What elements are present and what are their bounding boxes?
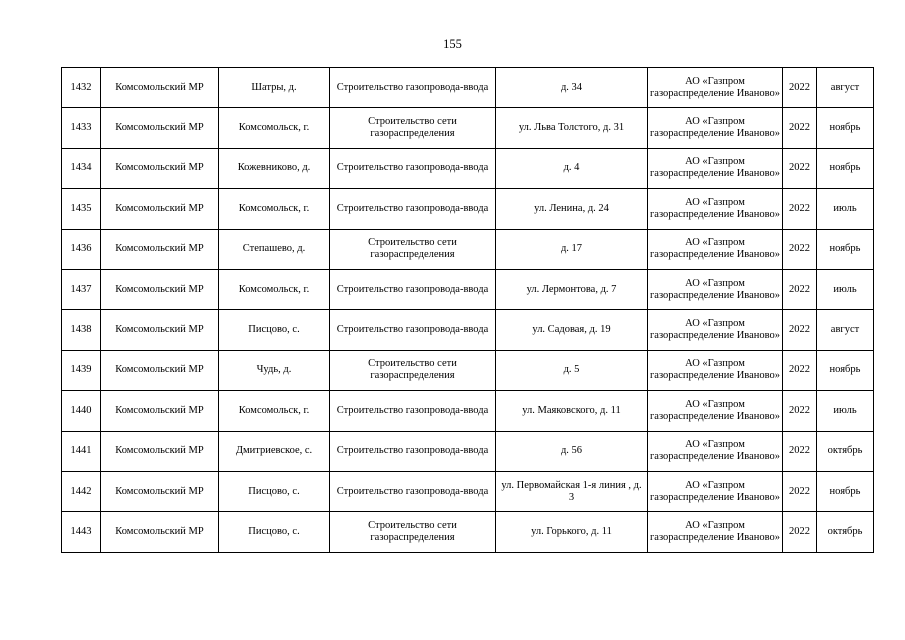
cell-settlement: Степашево, д. (219, 229, 330, 269)
cell-month: октябрь (817, 512, 874, 552)
cell-month: июль (817, 391, 874, 431)
cell-organization: АО «Газпром газораспределение Иваново» (648, 350, 783, 390)
cell-address: ул. Льва Толстого, д. 31 (496, 108, 648, 148)
cell-address: ул. Ленина, д. 24 (496, 189, 648, 229)
cell-settlement: Комсомольск, г. (219, 391, 330, 431)
cell-address: ул. Садовая, д. 19 (496, 310, 648, 350)
cell-settlement: Кожевниково, д. (219, 148, 330, 188)
table-row (62, 350, 874, 390)
cell-work-type: Строительство газопровода-ввода (330, 189, 496, 229)
cell-district: Комсомольский МР (101, 310, 219, 350)
cell-settlement: Писцово, с. (219, 512, 330, 552)
cell-address: д. 56 (496, 431, 648, 471)
cell-settlement: Писцово, с. (219, 310, 330, 350)
cell-organization: АО «Газпром газораспределение Иваново» (648, 148, 783, 188)
cell-work-type: Строительство газопровода-ввода (330, 471, 496, 511)
cell-work-type: Строительство сети газораспределения (330, 350, 496, 390)
cell-year: 2022 (783, 431, 817, 471)
cell-month: ноябрь (817, 471, 874, 511)
cell-number: 1435 (62, 189, 101, 229)
cell-district: Комсомольский МР (101, 148, 219, 188)
cell-number: 1439 (62, 350, 101, 390)
cell-district: Комсомольский МР (101, 471, 219, 511)
cell-district: Комсомольский МР (101, 108, 219, 148)
cell-number: 1434 (62, 148, 101, 188)
cell-work-type: Строительство газопровода-ввода (330, 148, 496, 188)
table-row (62, 512, 874, 552)
cell-organization: АО «Газпром газораспределение Иваново» (648, 68, 783, 108)
cell-organization: АО «Газпром газораспределение Иваново» (648, 229, 783, 269)
gasification-table (61, 67, 874, 553)
cell-work-type: Строительство газопровода-ввода (330, 391, 496, 431)
cell-year: 2022 (783, 148, 817, 188)
cell-year: 2022 (783, 350, 817, 390)
cell-number: 1432 (62, 68, 101, 108)
cell-number: 1436 (62, 229, 101, 269)
cell-address: ул. Маяковского, д. 11 (496, 391, 648, 431)
cell-organization: АО «Газпром газораспределение Иваново» (648, 269, 783, 309)
cell-settlement: Дмитриевское, с. (219, 431, 330, 471)
cell-year: 2022 (783, 108, 817, 148)
cell-address: ул. Горького, д. 11 (496, 512, 648, 552)
table-row (62, 391, 874, 431)
cell-district: Комсомольский МР (101, 431, 219, 471)
cell-month: ноябрь (817, 108, 874, 148)
cell-month: июль (817, 269, 874, 309)
cell-month: август (817, 310, 874, 350)
cell-address: ул. Лермонтова, д. 7 (496, 269, 648, 309)
cell-organization: АО «Газпром газораспределение Иваново» (648, 471, 783, 511)
cell-year: 2022 (783, 189, 817, 229)
cell-year: 2022 (783, 68, 817, 108)
cell-month: август (817, 68, 874, 108)
table-row (62, 189, 874, 229)
cell-year: 2022 (783, 229, 817, 269)
cell-settlement: Комсомольск, г. (219, 189, 330, 229)
cell-settlement: Комсомольск, г. (219, 108, 330, 148)
cell-year: 2022 (783, 391, 817, 431)
cell-organization: АО «Газпром газораспределение Иваново» (648, 431, 783, 471)
cell-district: Комсомольский МР (101, 350, 219, 390)
cell-number: 1440 (62, 391, 101, 431)
cell-settlement: Комсомольск, г. (219, 269, 330, 309)
cell-month: ноябрь (817, 350, 874, 390)
cell-year: 2022 (783, 310, 817, 350)
cell-month: ноябрь (817, 229, 874, 269)
cell-month: октябрь (817, 431, 874, 471)
cell-month: ноябрь (817, 148, 874, 188)
cell-work-type: Строительство газопровода-ввода (330, 68, 496, 108)
cell-number: 1441 (62, 431, 101, 471)
cell-district: Комсомольский МР (101, 229, 219, 269)
cell-address: д. 5 (496, 350, 648, 390)
table-row (62, 310, 874, 350)
cell-settlement: Шатры, д. (219, 68, 330, 108)
table-row (62, 108, 874, 148)
cell-organization: АО «Газпром газораспределение Иваново» (648, 108, 783, 148)
cell-district: Комсомольский МР (101, 68, 219, 108)
table-row (62, 148, 874, 188)
cell-work-type: Строительство газопровода-ввода (330, 431, 496, 471)
cell-district: Комсомольский МР (101, 269, 219, 309)
cell-number: 1443 (62, 512, 101, 552)
cell-work-type: Строительство сети газораспределения (330, 512, 496, 552)
table-row (62, 229, 874, 269)
cell-work-type: Строительство газопровода-ввода (330, 310, 496, 350)
cell-address: д. 34 (496, 68, 648, 108)
cell-address: д. 4 (496, 148, 648, 188)
cell-district: Комсомольский МР (101, 512, 219, 552)
table-row (62, 471, 874, 511)
cell-number: 1437 (62, 269, 101, 309)
table-body (62, 68, 874, 553)
table-row (62, 269, 874, 309)
cell-work-type: Строительство сети газораспределения (330, 108, 496, 148)
page-number: 155 (443, 37, 462, 51)
cell-district: Комсомольский МР (101, 189, 219, 229)
cell-settlement: Писцово, с. (219, 471, 330, 511)
cell-year: 2022 (783, 512, 817, 552)
table-row (62, 431, 874, 471)
cell-settlement: Чудь, д. (219, 350, 330, 390)
cell-district: Комсомольский МР (101, 391, 219, 431)
cell-organization: АО «Газпром газораспределение Иваново» (648, 512, 783, 552)
cell-number: 1442 (62, 471, 101, 511)
cell-address: ул. Первомайская 1-я линия , д. 3 (496, 471, 648, 511)
cell-address: д. 17 (496, 229, 648, 269)
cell-organization: АО «Газпром газораспределение Иваново» (648, 189, 783, 229)
cell-month: июль (817, 189, 874, 229)
cell-work-type: Строительство газопровода-ввода (330, 269, 496, 309)
cell-number: 1433 (62, 108, 101, 148)
cell-year: 2022 (783, 269, 817, 309)
cell-year: 2022 (783, 471, 817, 511)
cell-number: 1438 (62, 310, 101, 350)
cell-organization: АО «Газпром газораспределение Иваново» (648, 391, 783, 431)
table-row (62, 68, 874, 108)
cell-work-type: Строительство сети газораспределения (330, 229, 496, 269)
cell-organization: АО «Газпром газораспределение Иваново» (648, 310, 783, 350)
